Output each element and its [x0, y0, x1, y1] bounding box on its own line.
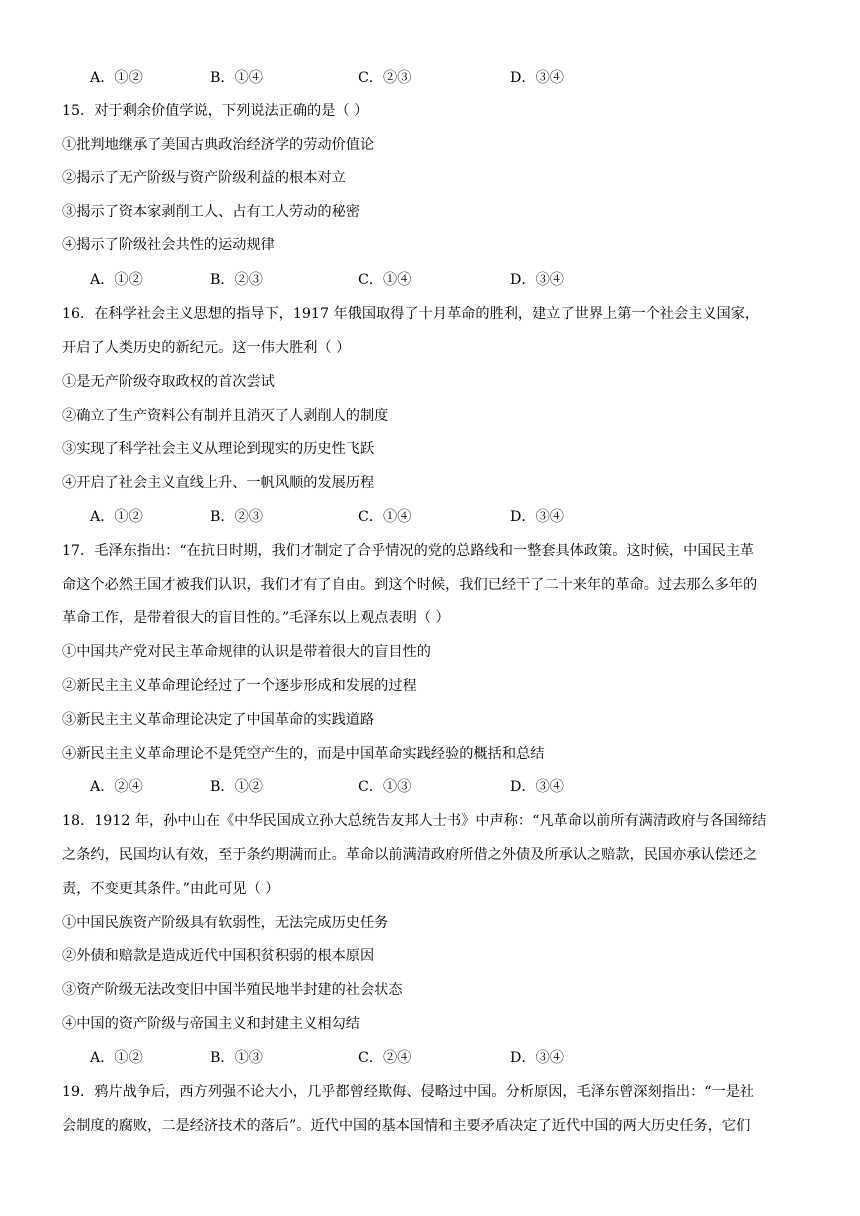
q17-item-2: ②新民主主义革命理论经过了一个逐步形成和发展的过程: [62, 678, 417, 694]
q18-item-3: ③资产阶级无法改变旧中国半殖民地半封建的社会状态: [62, 982, 403, 998]
q18-item-1: ①中国民族资产阶级具有软弱性，无法完成历史任务: [62, 915, 389, 931]
option-c[interactable]: C．②③: [358, 70, 412, 86]
q15-item-4: ④揭示了阶级社会共性的运动规律: [62, 237, 275, 253]
option-c[interactable]: C．①④: [358, 509, 412, 525]
option-d[interactable]: D．③④: [510, 509, 564, 525]
q15-item-2: ②揭示了无产阶级与资产阶级利益的根本对立: [62, 170, 346, 186]
q18-item-4: ④中国的资产阶级与帝国主义和封建主义相勾结: [62, 1016, 360, 1032]
option-b[interactable]: B．①③: [210, 1050, 263, 1066]
option-d[interactable]: D．③④: [510, 1050, 564, 1066]
option-d[interactable]: D．③④: [510, 779, 564, 795]
q17-stem-line-2: 命这个必然王国才被我们认识，我们才有了自由。到这个时候，我们已经干了二十来年的革命。过去那么多年的: [62, 577, 758, 593]
q16-item-2: ②确立了生产资料公有制并且消灭了人剥削人的制度: [62, 408, 389, 424]
q17-stem-line-1: 17．毛泽东指出：“在抗日时期，我们才制定了合乎情况的党的总路线和一整套具体政策。这时候，中国民主革: [62, 543, 755, 559]
q18-stem-line-1: 18．1912 年，孙中山在《中华民国成立孙大总统告友邦人士书》中声称：“凡革命以前所有满清政府与各国缔结: [62, 813, 767, 829]
q17-stem-line-3: 革命工作，是带着很大的盲目性的。”毛泽东以上观点表明（ ）: [62, 610, 450, 626]
option-b[interactable]: B．②③: [210, 272, 263, 288]
q17-item-3: ③新民主主义革命理论决定了中国革命的实践道路: [62, 712, 375, 728]
option-b[interactable]: B．①④: [210, 70, 263, 86]
q18-stem-line-3: 责，不变更其条件。”由此可见（ ）: [62, 881, 280, 897]
option-d[interactable]: D．③④: [510, 70, 564, 86]
q19-stem-line-2: 会制度的腐败，二是经济技术的落后”。近代中国的基本国情和主要矛盾决定了近代中国的两大历史任务，它们: [62, 1118, 751, 1134]
option-a[interactable]: A．①②: [90, 1050, 143, 1066]
q18-stem-line-2: 之条约，民国均认有效，至于条约期满而止。革命以前满清政府所借之外债及所承认之赔款，民国亦承认偿还之: [62, 847, 758, 863]
q16-item-1: ①是无产阶级夺取政权的首次尝试: [62, 374, 275, 390]
q15-item-1: ①批判地继承了美国古典政治经济学的劳动价值论: [62, 137, 375, 153]
q16-stem-line-2: 开启了人类历史的新纪元。这一伟大胜利（ ）: [62, 340, 351, 356]
option-a[interactable]: A．①②: [90, 272, 143, 288]
q16-stem-line-1: 16．在科学社会主义思想的指导下，1917 年俄国取得了十月革命的胜利，建立了世界上第一个社会主义国家，: [62, 306, 760, 322]
option-a[interactable]: A．②④: [90, 779, 143, 795]
option-c[interactable]: C．①④: [358, 272, 412, 288]
option-d[interactable]: D．③④: [510, 272, 564, 288]
q16-item-4: ④开启了社会主义直线上升、一帆风顺的发展历程: [62, 475, 375, 491]
q18-item-2: ②外债和赔款是造成近代中国积贫积弱的根本原因: [62, 948, 375, 964]
q15-stem: 15．对于剩余价值学说，下列说法正确的是（ ）: [62, 103, 369, 119]
option-b[interactable]: B．②③: [210, 509, 263, 525]
q17-item-4: ④新民主主义革命理论不是凭空产生的，而是中国革命实践经验的概括和总结: [62, 746, 545, 762]
option-b[interactable]: B．①②: [210, 779, 263, 795]
q17-item-1: ①中国共产党对民主革命规律的认识是带着很大的盲目性的: [62, 644, 431, 660]
q16-item-3: ③实现了科学社会主义从理论到现实的历史性飞跃: [62, 441, 375, 457]
option-a[interactable]: A．①②: [90, 509, 143, 525]
option-c[interactable]: C．②④: [358, 1050, 412, 1066]
option-c[interactable]: C．①③: [358, 779, 412, 795]
q19-stem-line-1: 19．鸦片战争后，西方列强不论大小，几乎都曾经欺侮、侵略过中国。分析原因，毛泽东曾深刻指出：“一是社: [62, 1084, 755, 1100]
option-a[interactable]: A．①②: [90, 70, 143, 86]
q15-item-3: ③揭示了资本家剥削工人、占有工人劳动的秘密: [62, 204, 360, 220]
